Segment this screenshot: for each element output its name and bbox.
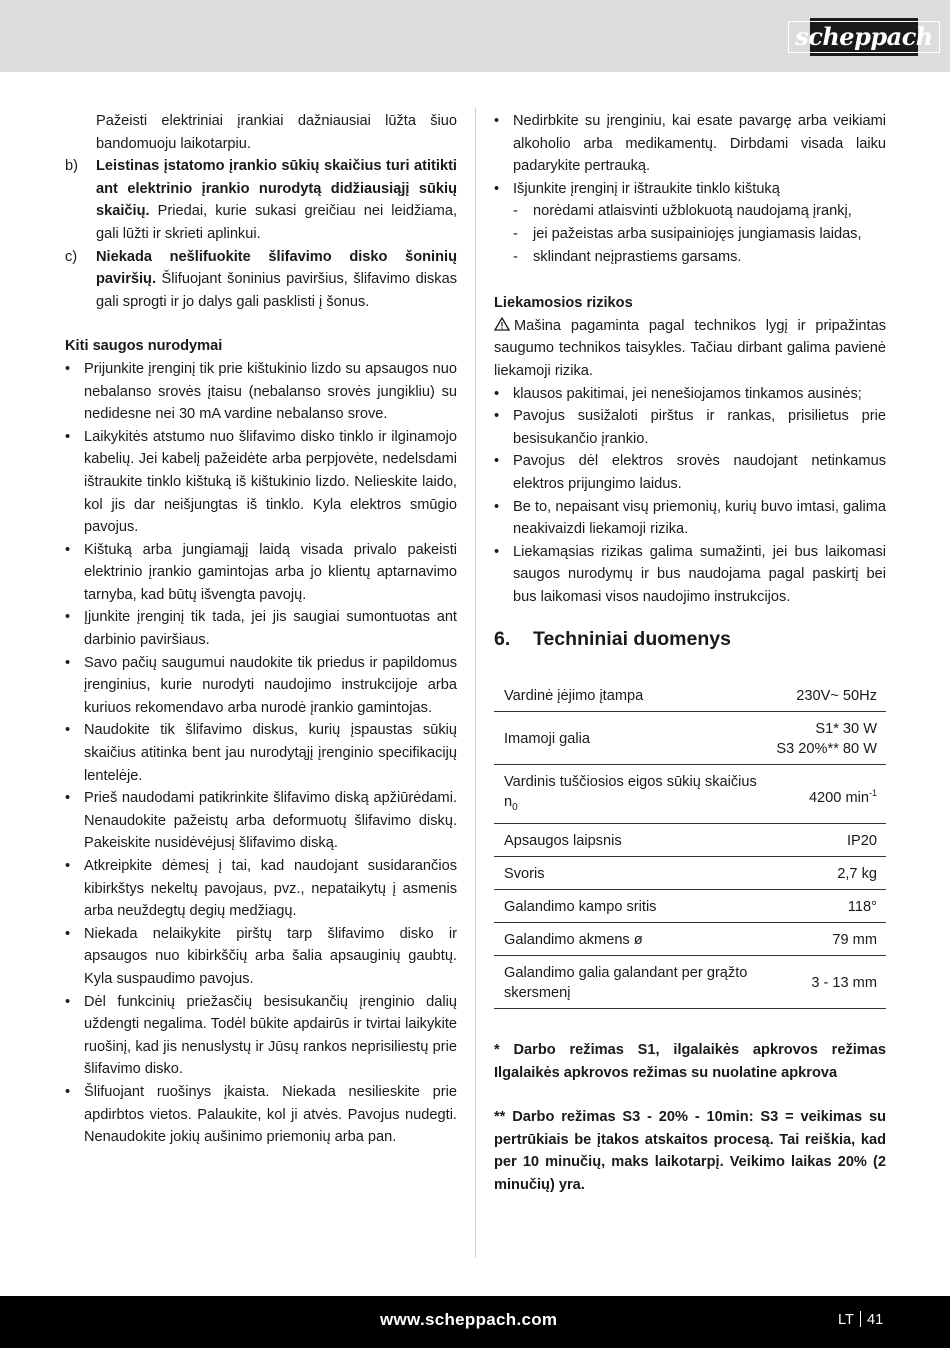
dash-item: - jei pažeistas arba susipainiojęs jungiamasis laidas,: [494, 223, 886, 246]
risk-item: • Pavojus dėl elektros srovės naudojant netinkamus elektros prijungimo laidus.: [494, 450, 886, 495]
risk-item: • Be to, nepaisant visų priemonių, kurių buvo imtasi, galima neakivaizdi liekamoji rizika.: [494, 496, 886, 541]
list-item: • Niekada nelaikykite pirštų tarp šlifavimo disko ir apsaugos nuo kibirkščių arba šalia apsauginių gaubtų. Kyla suspaudimo pavojus.: [65, 923, 457, 991]
footer-bar: [0, 1296, 950, 1348]
spec-label: Apsaugos laipsnis: [494, 823, 766, 856]
header-bar: [0, 0, 950, 72]
spec-label: Galandimo kampo sritis: [494, 889, 766, 922]
list-item: • Išjunkite įrenginį ir ištraukite tinklo kištuką: [494, 178, 886, 201]
list-item: • Naudokite tik šlifavimo diskus, kurių įspaustas sūkių skaičius atitinka bent jau nurodytąjį įrenginio specifikacijų lentelėje.: [65, 719, 457, 787]
list-item: • Kištuką arba jungiamąjį laidą visada privalo pakeisti elektrinio įrankio gamintojas arba jo klientų aptarnavimo tarnyba, kad būtų išvengta pavojų.: [65, 539, 457, 607]
spec-label-sub: 0: [512, 801, 518, 813]
table-row: [494, 765, 886, 824]
safety-heading: Kiti saugos nurodymai: [65, 338, 223, 355]
spec-value: 230V~ 50Hz: [766, 679, 886, 712]
rule-b-text: Priedai, kurie sukasi greičiau nei leidžiama, gali lūžti ir skrieti aplinkui.: [96, 203, 457, 242]
risk-heading: Liekamosios rizikos: [494, 295, 633, 312]
page-separator: [860, 1311, 861, 1327]
list-item: • Nedirbkite su įrenginiu, kai esate pavargę arba veikiami alkoholio arba medikamentų. Dirbdami visada laiku padarykite pertrauką.: [494, 110, 886, 178]
spec-table: [494, 679, 886, 1009]
spec-label: Imamoji galia: [494, 712, 766, 765]
spec-label: Svoris: [494, 856, 766, 889]
spec-value-sup: -1: [868, 787, 877, 798]
section-title-text: Techniniai duomenys: [533, 628, 731, 651]
spec-label: [494, 765, 766, 824]
column-divider: [475, 108, 476, 1258]
left-column: [65, 110, 457, 1149]
spec-value: 2,7 kg: [766, 856, 886, 889]
spec-value-s1: S1* 30 W: [815, 721, 877, 738]
spec-value: 118°: [766, 889, 886, 922]
spec-label: Vardinė įėjimo įtampa: [494, 679, 766, 712]
language-code: LT: [838, 1312, 854, 1328]
rule-c-text: Šlifuojant šoninius paviršius, šlifavimo diskas gali sprogti ir jo dalys gali pasklisti į šonus.: [96, 271, 457, 310]
warning-icon: [494, 317, 510, 331]
table-row: [494, 679, 886, 712]
risk-item: • klausos pakitimai, jei nenešiojamos tinkamos ausinės;: [494, 383, 886, 406]
spec-value-text: 4200 min: [808, 789, 869, 806]
list-item: • Šlifuojant ruošinys įkaista. Niekada nesilieskite prie apdirbtos vietos. Palaukite, kol ji atvės. Pavojus nudegti. Nenaudokite jokių aušinimo priemonių arba pan.: [65, 1081, 457, 1149]
list-item: • Atkreipkite dėmesį į tai, kad naudojant susidarančios kibirkštys nekeltų pavojaus, pvz., nepataikytų į asmenis arba neuždegtų degių medžiagų.: [65, 855, 457, 923]
footer-url[interactable]: www.scheppach.com: [380, 1310, 558, 1329]
rule-b-bold: Leistinas įstatomo įrankio sūkių skaičius turi atitikti ant elektrinio įrankio nurodytą didžiausiąjį sūkių skaičių.: [96, 158, 457, 220]
list-item: • Laikykitės atstumo nuo šlifavimo disko tinklo ir ilginamojo kabelių. Jei kabelį pažeidėte arba perpjovėte, nedelsdami ištraukite tinklo kištuką iš kištukinio lizdo. Nelieskite laido, kol jis dar neišjungtas iš tinklo. Kyla elektros smūgio pavojus.: [65, 426, 457, 539]
table-row: [494, 889, 886, 922]
footnote-s1: * Darbo režimas S1, ilgalaikės apkrovos režimas Ilgalaikės apkrovos režimas su nuolatine apkrova: [494, 1041, 886, 1081]
spec-value: 79 mm: [766, 922, 886, 955]
footnote-s3: ** Darbo režimas S3 - 20% - 10min: S3 = veikimas su pertrūkiais be įtakos atskaitos procesą. Tai reiškia, kad per 10 minučių, maks laikotarpį. Veikimo laikas 20% (2 minučių) yra.: [494, 1109, 886, 1193]
risk-item: • Liekamąsias rizikas galima sumažinti, jei bus laikomasi saugos nurodymų ir bus naudojama pagal paskirtį bei bus laikomasi visos naudojimo instrukcijos.: [494, 541, 886, 609]
list-item: • Savo pačių saugumui naudokite tik priedus ir papildomus įrenginius, kurie nurodyti naudojimo instrukcijoje arba kuriuos rekomendavo arba nurodė įrankio gamintojas.: [65, 652, 457, 720]
spec-value: IP20: [766, 823, 886, 856]
spec-label: Galandimo akmens ø: [494, 922, 766, 955]
table-row: [494, 955, 886, 1008]
section-number: 6.: [494, 628, 511, 651]
list-item: • Dėl funkcinių priežasčių besisukančių įrenginio dalių uždengti negalima. Todėl būkite apdairūs ir tvirtai laikykite ruošinį, kad jis nenuslystų ir Jūsų rankos neprisiliestų prie šlifavimo disko.: [65, 991, 457, 1081]
table-row: [494, 823, 886, 856]
dash-item: - norėdami atlaisvinti užblokuotą naudojamą įrankį,: [494, 200, 886, 223]
footnotes: [494, 1039, 886, 1197]
list-item: • Prieš naudodami patikrinkite šlifavimo diską apžiūrėdami. Nenaudokite pažeistų arba deformuotų šlifavimo diskų. Pakeiskite nusidėvėjusį šlifavimo diską.: [65, 787, 457, 855]
table-row: [494, 922, 886, 955]
risk-intro: [494, 315, 886, 383]
page-indicator: [838, 1311, 883, 1328]
spec-label: Galandimo galia galandant per grąžto skersmenį: [494, 955, 766, 1008]
section-title: [494, 628, 886, 651]
dash-item: - sklindant neįprastiems garsams.: [494, 246, 886, 269]
spec-value: 3 - 13 mm: [766, 955, 886, 1008]
rule-b: [65, 155, 457, 245]
risk-intro-text: Mašina pagaminta pagal technikos lygį ir pripažintas saugumo technikos taisykles. Tačiau dirbant galima pavienė liekamoji rizika.: [494, 317, 886, 379]
spec-value: [766, 712, 886, 765]
spec-label-text: Vardinis tuščiosios eigos sūkių skaičius n: [504, 774, 757, 811]
spec-value: [766, 765, 886, 824]
table-row: [494, 856, 886, 889]
list-item: • Įjunkite įrenginį tik tada, jei jis saugiai sumontuotas ant darbinio paviršiaus.: [65, 606, 457, 651]
table-row: [494, 712, 886, 765]
rule-c-bold: Niekada nešlifuokite šlifavimo disko šoninių paviršių.: [96, 248, 457, 288]
rule-b-mark: b): [65, 158, 78, 175]
rule-c-mark: c): [65, 248, 78, 265]
page-number: 41: [866, 1312, 884, 1328]
rule-c: [65, 246, 457, 314]
intro-text: Pažeisti elektriniai įrankiai dažniausiai lūžta šiuo bandomuoju laikotarpiu.: [96, 113, 457, 152]
risk-item: • Pavojus susižaloti pirštus ir rankas, prisilietus prie besisukančio įrankio.: [494, 405, 886, 450]
brand-logo: scheppach: [810, 18, 918, 56]
right-column: [494, 110, 886, 1197]
list-item: • Prijunkite įrenginį tik prie kištukinio lizdo su apsaugos nuo nebalanso srovės įtaisu (nebalanso srovės jungikliu) su nedidesne nei 30 mA vardine nebalanso srove.: [65, 358, 457, 426]
spec-value-s3: S3 20%** 80 W: [776, 741, 877, 758]
